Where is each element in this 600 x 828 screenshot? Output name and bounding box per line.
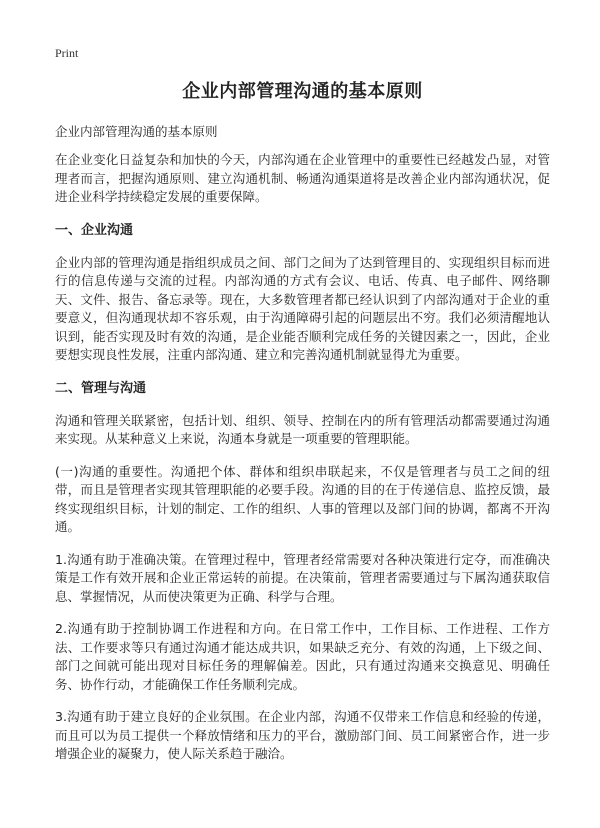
paragraph: 2.沟通有助于控制协调工作进程和方向。在日常工作中，工作目标、工作进程、工作方法、工作要求等只有通过沟通才能达成共识，如果缺乏充分、有效的沟通，上下级之间、部门之间就可能出现对目标任务的理解偏差。因此，只有通过沟通来交换意见、明确任务、协作行动，才能确保工作任务顺利完成。 bbox=[55, 621, 550, 692]
print-link[interactable]: Print bbox=[55, 46, 79, 60]
page-title: 企业内部管理沟通的基本原则 bbox=[182, 81, 423, 102]
intro-paragraph: 在企业变化日益复杂和加快的今天，内部沟通在企业管理中的重要性已经越发凸显，对管理者而言，把握沟通原则、建立沟通机制、畅通沟通渠道将是改善企业内部沟通状况，促进企业科学持续稳定发展的重要保障。 bbox=[55, 152, 550, 204]
section-heading-management-and-communication: 二、管理与沟通 bbox=[55, 380, 147, 396]
article-subtitle: 企业内部管理沟通的基本原则 bbox=[55, 124, 218, 139]
article bbox=[55, 78, 550, 778]
section-heading-enterprise-communication: 一、企业沟通 bbox=[55, 222, 134, 238]
paragraph: (一)沟通的重要性。沟通把个体、群体和组织串联起来，不仅是管理者与员工之间的纽带，而且是管理者实现其管理职能的必要手段。沟通的目的在于传递信息、监控反馈，最终实现组织目标，计划的制定、工作的组织、人事的管理以及部门间的协调，都离不开沟通。 bbox=[55, 463, 550, 534]
paragraph: 1.沟通有助于准确决策。在管理过程中，管理者经常需要对各种决策进行定夺，而准确决策是工作有效开展和企业正常运转的前提。在决策前，管理者需要通过与下属沟通获取信息、掌握情况，从而使决策更为正确、科学与合理。 bbox=[55, 551, 550, 604]
paragraph: 3.沟通有助于建立良好的企业氛围。在企业内部，沟通不仅带来工作信息和经验的传递，而且可以为员工提供一个释放情绪和压力的平台，激励部门间、员工间紧密合作，进一步增强企业的凝聚力，使人际关系趋于融洽。 bbox=[55, 709, 550, 761]
paragraph: 沟通和管理关联紧密，包括计划、组织、领导、控制在内的所有管理活动都需要通过沟通来实现。从某种意义上来说，沟通本身就是一项重要的管理职能。 bbox=[55, 412, 550, 446]
paragraph: 企业内部的管理沟通是指组织成员之间、部门之间为了达到管理目的、实现组织目标而进行的信息传递与交流的过程。内部沟通的方式有会议、电话、传真、电子邮件、网络聊天、文件、报告、备忘录等。现在，大多数管理者都已经认识到了内部沟通对于企业的重要意义，但沟通现状却不容乐观，由于沟通障碍引起的问题层出不穷。我们必须清醒地认识到，能否实现及时有效的沟通，是企业能否顺利完成任务的关键因素之一，因此，企业要想实现良性发展，注重内部沟通、建立和完善沟通机制就显得尤为重要。 bbox=[55, 254, 550, 362]
